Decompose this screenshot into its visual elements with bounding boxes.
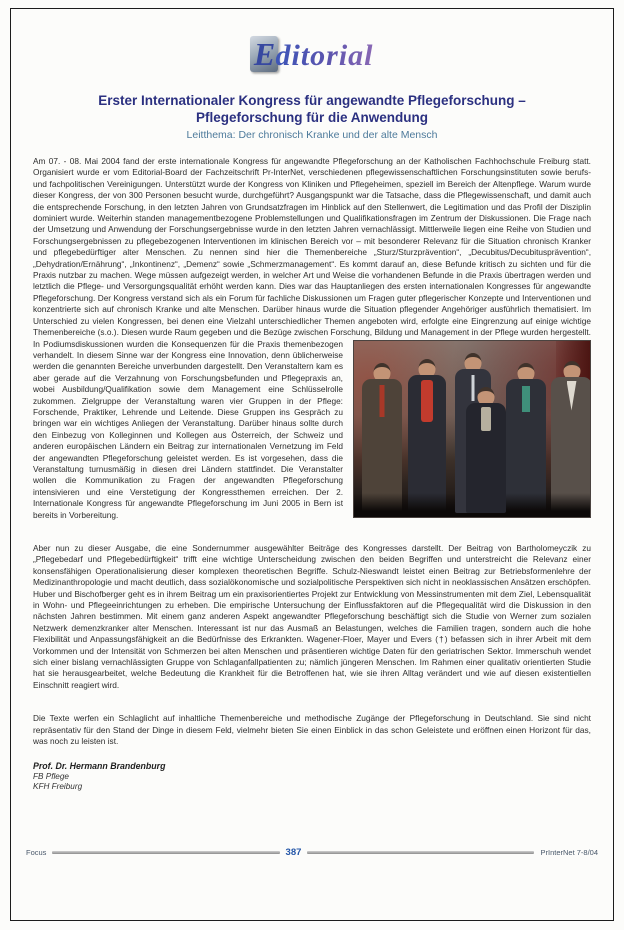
- article-title-line1: Erster Internationaler Kongress für angewandte Pflegeforschung –: [98, 93, 526, 108]
- editorial-e-icon: E: [250, 36, 278, 72]
- photo-person: [362, 363, 402, 513]
- signature-block: [33, 761, 591, 793]
- paragraph-issue-overview: Aber nun zu dieser Ausgabe, die eine Sondernummer ausgewählter Beiträge des Kongresses darstellt. Der Beitrag von Bartholomeyczik zu „Pflegebedarf und Pflegebedürftigkeit“ trifft eine wichtige Unterscheidung zwischen den beiden Begriffen und unterstreicht die Relevanz einer konsensfähigen Operationalisierung dieser komplexen theoretischen Begriffe. Schulz-Nieswandt leistet einen Beitrag zur Betriebsformenlehre der Medizinanthropologie und macht deutlich, dass sozialökonomische und sozialpolitische Perspektiven sich nicht in neoklassischen Ansätzen erschöpfen. Huber und Bischofberger geht es in ihrem Beitrag um ein praxisorientiertes Projekt zur Entwicklung von Messinstrumenten mit dem Ziel, Lebensqualität in Wohn- und Pflegeeinrichtungen zu erheben. Die empirische Untersuchung der Einflussfaktoren auf die Pflegequalität wird die Diskussion in den nächsten Jahren bestimmen. Mit einem ganz anderen Aspekt angewandter Pflegeforschung beschäftigt sich die Studie von Werner zum sozialen Netzwerk demenzkranker alter Menschen. Interessant ist nur das Ausmaß an Belastungen, welches die Familien tragen, sondern auch die hohe Flexibilität und Anpassungsfähigkeit an die Bedürfnisse des Erkrankten. Wagener-Floer, Mayer und Evers (†) befassen sich in ihrer Arbeit mit dem Vorkommen und der Intensität von Schmerzen bei alten Menschen und präsentieren wichtige Daten für den geriatrischen Sektor. Immerschuh wendet sich einer bislang vernachlässigten Gruppe von Schlaganfallpatienten zu; nämlich jüngeren Menschen. Im Rahmen einer qualitativ orientierten Studie hat sie herausgearbeitet, welche Bedeutung die Krankheit für die Betroffenen hat, wie sie ihren Alltag verändert und wie auf diesen existentiellen Einschnitt reagiert wird.: [33, 543, 591, 690]
- author-department: FB Pflege: [33, 771, 69, 781]
- footer-section-label: Focus: [26, 848, 47, 857]
- journal-logo: [33, 32, 591, 72]
- article-title-line2: Pflegeforschung für die Anwendung: [196, 110, 428, 125]
- author-institution: KFH Freiburg: [33, 782, 83, 791]
- photo-person: [506, 363, 546, 513]
- conference-group-photo: [353, 340, 591, 518]
- article-subtitle: Leitthema: Der chronisch Kranke und der alte Mensch: [186, 129, 438, 141]
- photo-person: [408, 359, 446, 513]
- author-name: Prof. Dr. Hermann Brandenburg: [33, 760, 166, 771]
- page-footer: [26, 847, 598, 858]
- page-content: [33, 8, 591, 793]
- footer-rule-right: [307, 851, 534, 854]
- footer-issue-label: PrInterNet 7-8/04: [540, 848, 599, 857]
- footer-rule-left: [52, 851, 279, 854]
- editorial-logo-text: ditorial: [275, 39, 374, 72]
- page-number: 387: [285, 847, 302, 858]
- photo-person: [551, 361, 591, 513]
- paragraph-1-intro: Am 07. - 08. Mai 2004 fand der erste internationale Kongress für angewandte Pflegeforschung an der Katholischen Fachhochschule Freiburg statt. Organisiert wurde er vom Editorial-Board der Fachzeitschrift Pr-InterNet, verschiedenen pflegewissenschaftlichen Forschungsinstituten sowie berufs- und fachpolitischen Vereinigungen. Unterstützt wurde der Kongress von Kliniken und Pflegeheimen, speziell im Bereich der Altenpflege. Warum wurde dieser Kongress, der von 300 Personen besucht wurde, durchgeführt? Ausgangspunkt war die Tatsache, dass die Pflegewissenschaft, und damit auch die entsprechende Forschung, in den letzten Jahren von Grundsatzfragen im Hinblick auf den Stellenwert, die Legitimation und das Profil der Disziplin dominiert wurde. Weiterhin standen managementbezogene Problemstellungen und Qualifikationsfragen im Zentrum der Diskussionen. Die Frage nach der Umsetzung und Anwendung der Forschungsergebnisse wurde in den letzten Jahren vernachlässigt. Mittlerweile liegen eine Reihe von Studien und Forschungsergebnissen zu pflegebezogenen Interventionen im klinischen Bereich vor – mit besonderer Relevanz für die Situation chronisch Kranker und pflegebedürftiger alter Menschen. Zu nennen sind hier die Themenbereiche „Sturz/Sturzprävention“, „Decubitus/Decubitusprävention“, „Dehydration/Ernährung“, „Inkontinenz“, „Demenz“ sowie „Schmerzmanagement“. Es kommt darauf an, diese Befunde kritisch zu sichten und für die Praxis nutzbar zu machen. Wege müssen aufgezeigt werden, in welcher Art und Weise die vorhandenen Befunde in die Praxis übertragen werden und letztlich die Pflege- und Versorgungsqualität erhöht werden kann. Dies war das Hauptanliegen des ersten internationalen Kongresses für angewandte Pflegeforschung. Der Kongress verstand sich als ein Forum für fachliche Diskussionen um Fragen guter pflegerischer Konzepte und Interventionen und konzentrierte sich auf chronisch Kranke und alte Menschen. Darüber hinaus wurde die Situation pflegender Angehöriger ausführlich thematisiert. Im Unterschied zu vielen Kongressen, bei denen eine Vielzahl unterschiedlicher Themen angeboten wird, erfolgte eine Eingrenzung auf einige wichtige Themenbereiche (s.o.). Diesen wurde Raum gegeben und die Bezüge zwischen Forschung, Bildung und Management in der Pflege wurden hergestellt. In Podiumsdiskussionen wurden die: [33, 156, 591, 349]
- paragraph-congress-report: [33, 156, 591, 521]
- paragraph-1-wrapped: Konsequenzen für die Praxis themenbezogen verhandelt. In diesem Sinne war der Kongress eine Innovation, denn üblicherweise werden die genannten Bereiche unverbunden dargestellt. Den Veranstaltern kam es aber gerade auf die Verzahnung von Forschungsbefunden und Pflegepraxis an, wobei Ausbildung/Qualifikation sowie dem Management eine Schlüsselrolle zukommen. Zielgruppe der Veranstaltung waren vier Gruppen in der Pflege: Forschende, Praktiker, Lehrende und Leitende. Diese Gruppen ins Gespräch zu bringen war ein wichtiges Anliegen der Veranstaltung. Darüber hinaus sollte durch den Einbezug von Kolleginnen und Kollegen aus Österreich, der Schweiz und anderen europäischen Ländern ein Beitrag zur internationalen Vernetzung im Feld der angewandten Pflegeforschung geleistet werden. Es ist vorgesehen, dass die Veranstaltung turnusmäßig in diesen drei Ländern stattfindet. Die Veranstalter wollen die Kommunikation zu Fragen der angewandten Pflegeforschung intensivieren und eine Verstetigung der Kongressthemen erreichen. Der 2. Internationale Kongress für angewandte Pflegeforschung im Juni 2005 in Bern ist bereits in Vorbereitung.: [33, 338, 343, 520]
- article-title: [39, 92, 585, 126]
- photo-person: [466, 387, 506, 513]
- paragraph-closing: Die Texte werfen ein Schlaglicht auf inhaltliche Themenbereiche und methodische Zugänge der Pflegeforschung in Deutschland. Sie sind nicht repräsentativ für den Stand der Dinge in diesem Feld, vielmehr bieten Sie einen Einblick in das schon Geleistete und eröffnen einen Horizont für das, was noch zu leisten ist.: [33, 713, 591, 747]
